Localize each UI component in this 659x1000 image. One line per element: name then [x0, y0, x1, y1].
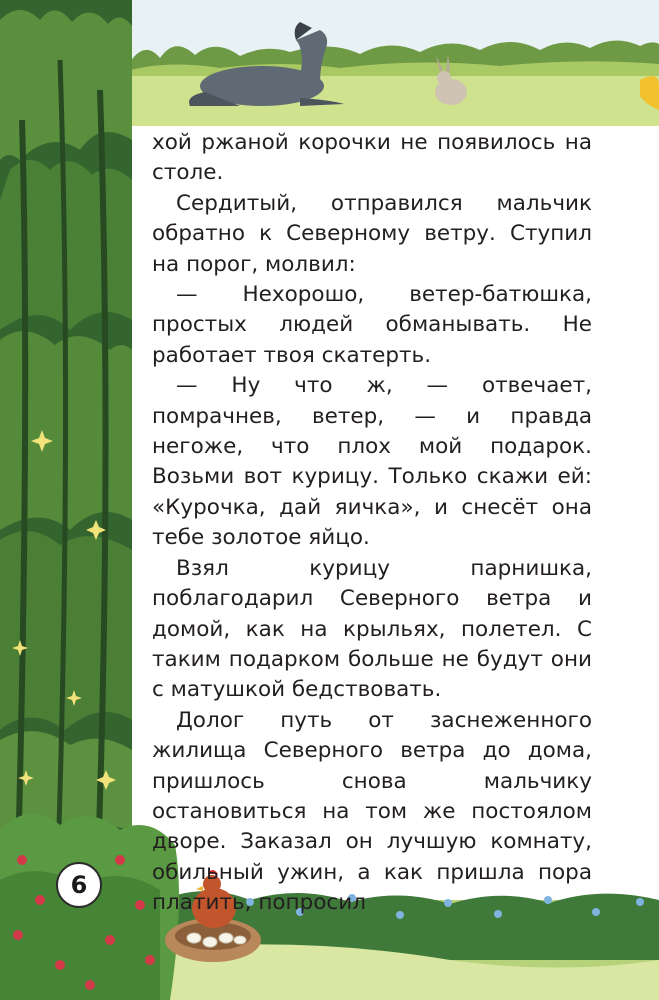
- paragraph: Долог путь от заснеженного жилища Северного ветра до дома, пришлось снова мальчику остановиться на том же постоялом дворе. Заказал он лучшую комнату, обильный ужин, а как пришла пора платить, попросил: [152, 707, 592, 916]
- page-number: 6: [56, 862, 102, 908]
- paragraph: — Нехорошо, ветер-батюшка, простых людей обманывать. Не работает твоя скатерть.: [152, 282, 592, 368]
- paragraph: хой ржаной корочки не появилось на столе.: [152, 130, 592, 186]
- paragraph: Сердитый, отправился мальчик обратно к Северному ветру. Ступил на порог, молвил:: [152, 190, 592, 277]
- paragraph: Взял курицу парнишка, поблагодарил Северного ветра и домой, как на крыльях, полетел. С таким подарком больше не будут они с матушкой бедствовать.: [152, 555, 592, 703]
- story-text: [152, 128, 592, 919]
- paragraph: — Ну что ж, — отвечает, помрачнев, ветер, — и правда негоже, что плох мой подарок. Возьми вот курицу. Только скажи ей: «Курочка, дай яичка», и снесёт она тебе золотое яйцо.: [152, 373, 592, 551]
